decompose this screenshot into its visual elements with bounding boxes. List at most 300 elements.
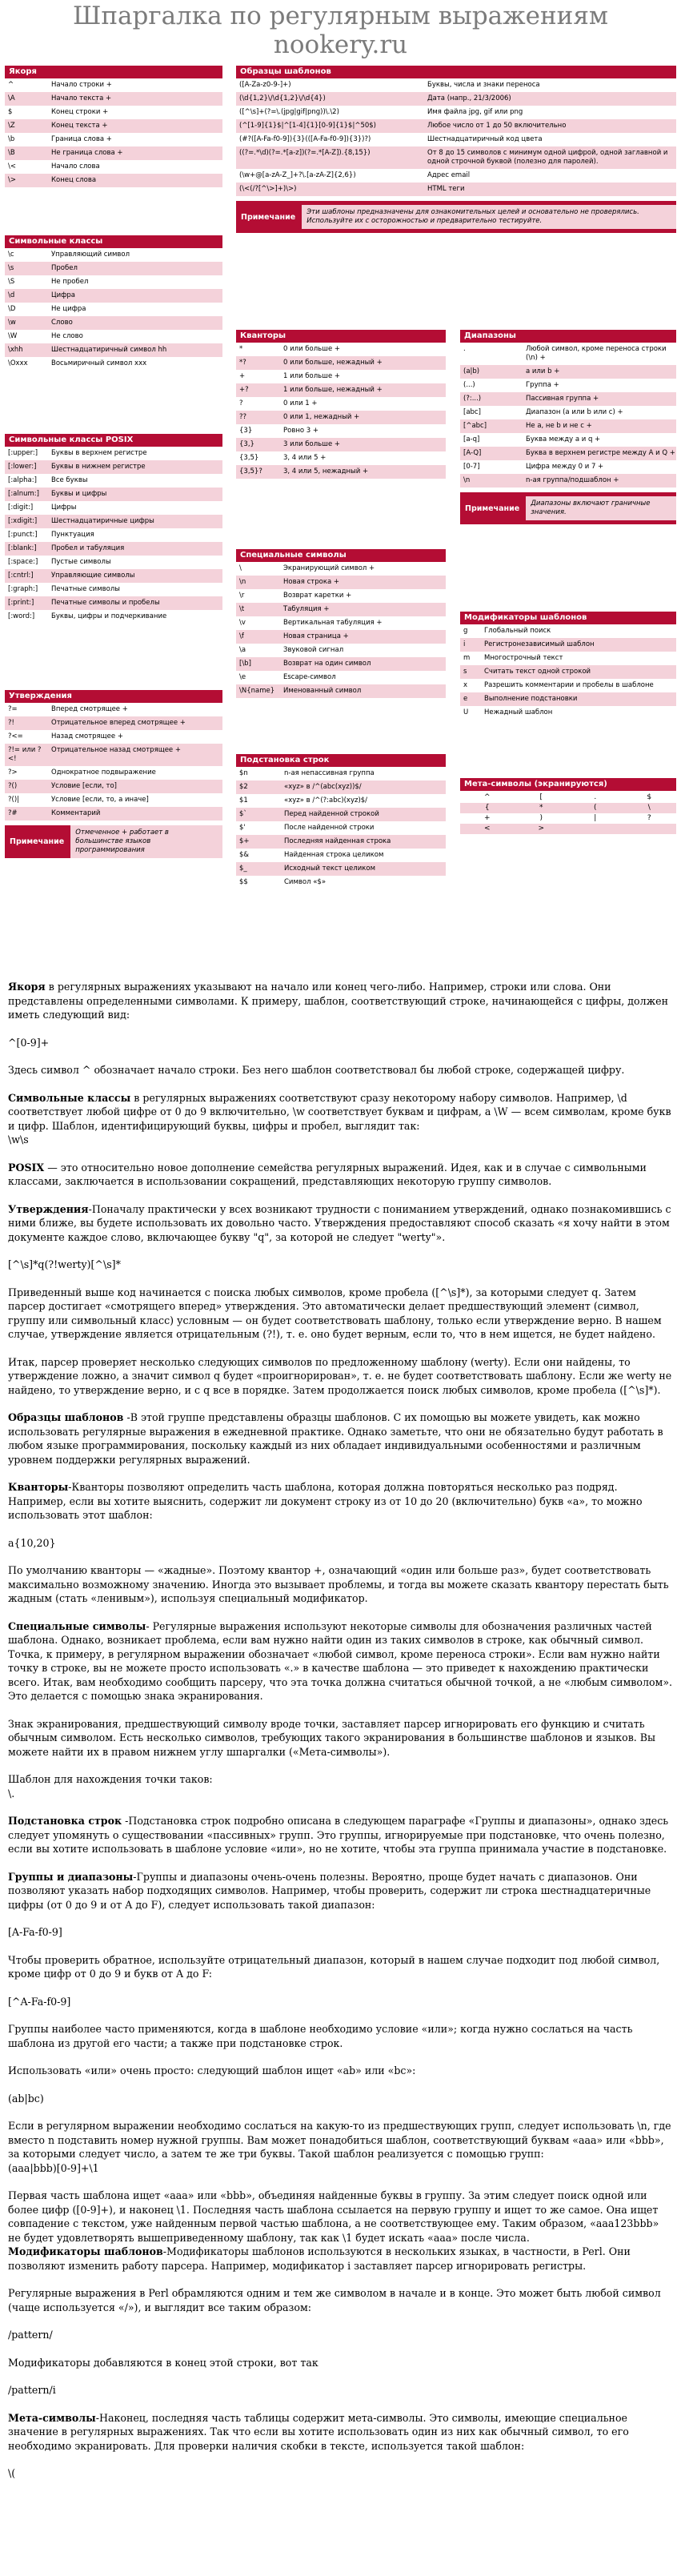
substitutions-row (236, 794, 446, 808)
classes-heading: Символьные классы (5, 235, 222, 248)
classes-row (5, 262, 222, 275)
patterns-description: HTML теги (427, 185, 465, 193)
cheat-sheet (0, 66, 681, 969)
note-text: Отмеченное + работает в большинстве языков программирования (70, 825, 222, 858)
page-title: Шпаргалка по регулярным выражениям (72, 2, 609, 30)
special-symbol: \ (239, 564, 242, 572)
substitutions-row (236, 876, 446, 889)
article-paragraph: Модификаторы добавляются в конец этой строки, вот так (8, 2356, 318, 2369)
term: Символьные классы (8, 1091, 131, 1104)
modifiers-description: Разрешить комментарии и пробелы в шаблоне (484, 681, 654, 689)
substitutions-symbol: $& (239, 851, 250, 859)
classes-symbol: \D (8, 305, 16, 313)
classes-description: Пробел (51, 264, 78, 272)
substitutions-description: Исходный текст целиком (284, 865, 375, 873)
posix-symbol: [:upper:] (8, 449, 38, 457)
posix-symbol: [:blank:] (8, 544, 37, 552)
quantifiers-description: 3, 4 или 5 + (283, 454, 326, 462)
assertions-description: Отрицательное назад смотрящее + (51, 746, 181, 754)
ranges-row (460, 447, 676, 460)
anchors-description: Конец текста + (51, 122, 108, 130)
ranges-description: a или b + (526, 367, 560, 375)
substitutions-row (236, 767, 446, 780)
special-symbol: \a (239, 646, 246, 654)
meta-char: + (483, 814, 491, 822)
posix-description: Шестнадцатиричные цифры (51, 517, 154, 525)
substitutions-description: «xyz» в /^(?:abc)(xyz)$/ (284, 796, 368, 804)
special-heading: Специальные символы (236, 549, 446, 562)
special-symbol: \n (239, 578, 246, 586)
note-text: Эти шаблоны предназначены для ознакомительных целей и основательно не проверялись. Используйте их с осторожностью и предварительно тестируйте. (302, 205, 676, 229)
article-paragraph: Модификаторы шаблонов-Модификаторы шаблонов используются в нескольких языках, в частности, в Perl. Они позволяют изменить работу парсера. Например, модификатор i заставляет парсер игнорировать регистры. (8, 2245, 631, 2272)
meta-char: { (460, 803, 515, 813)
ranges-description: n-ая группа/подшаблон + (526, 476, 619, 484)
anchors-description: Конец строки + (51, 108, 109, 116)
classes-row (5, 275, 222, 289)
quantifiers-row (236, 343, 446, 356)
modifiers-symbol: x (463, 681, 468, 689)
modifiers-symbol: e (463, 695, 468, 703)
meta-char: ( (568, 803, 623, 813)
posix-description: Буквы, цифры и подчеркивание (51, 612, 167, 620)
meta-char: < (460, 824, 515, 834)
quantifiers-description: 1 или больше + (283, 372, 341, 380)
ranges-description: Пассивная группа + (526, 395, 599, 403)
posix-symbol: [:word:] (8, 612, 35, 620)
ranges-row (460, 474, 676, 488)
special-symbol: \t (239, 605, 245, 613)
classes-description: Шестнадцатиричный символ hh (51, 346, 167, 354)
substitutions-symbol: $n (239, 769, 248, 777)
meta-char: ) (539, 814, 543, 822)
posix-row (5, 569, 222, 583)
code-example: ^[0-9]+ (8, 1036, 50, 1049)
patterns-symbol: (\d{1,2}\/\d{1,2}\/\d{4}) (239, 94, 326, 102)
patterns-symbol: ((?=.*\d)(?=.*[a-z])(?=.*[A-Z]).{8,15}) (239, 149, 371, 157)
quantifiers-row (236, 370, 446, 383)
quantifiers-symbol: *? (239, 359, 246, 367)
quantifiers-symbol: {3,} (239, 440, 254, 448)
special-row (236, 671, 446, 684)
patterns-symbol: (#?([A-Fa-f0-9]){3}(([A-Fa-f0-9]){3})?) (239, 135, 371, 143)
article-paragraph: Знак экранирования, предшествующий символу вроде точки, заставляет парсер игнорировать его функцию и считать обычным символом. Есть несколько символов, требующих такого экранирования в большинстве шаблонов и языков. Вы можете найти их в правом нижнем углу шпаргалки («Мета-символы»). (8, 1717, 656, 1758)
ranges-row (460, 406, 676, 419)
meta-char: > (515, 824, 569, 834)
special-description: Табуляция + (283, 605, 330, 613)
quantifiers-row (236, 424, 446, 438)
substitutions-symbol: $' (239, 824, 246, 832)
assertions-box (5, 690, 222, 858)
article-paragraph: Первая часть шаблона ищет «aaa» или «bbb», объединяя найденные буквы в группу. За этим следует поиск одной или более цифр ([0-9]+), и наконец \1. Последняя часть шаблона ссылается на первую группу и ищет то же самое. Она ищет совпадение с текстом, уже найденным первой частью шаблона, а не соответствующее ему. Таким образом, «aaa123bbb» не будет удовлетворять вышеприведенному шаблону, так как \1 будет искать «aaa» после числа. (8, 2189, 659, 2244)
note-label: Примечание (10, 837, 65, 846)
assertions-description: Условие [если, то] (51, 782, 117, 790)
anchors-list (5, 78, 222, 187)
classes-symbol: \c (8, 251, 14, 259)
ranges-description: Любой символ, кроме переноса строки (\n) + (526, 345, 667, 362)
code-example: \w\s (8, 1134, 29, 1146)
ranges-row (460, 433, 676, 447)
quantifiers-symbol: + (239, 372, 246, 380)
patterns-row (236, 183, 676, 196)
posix-symbol: [:digit:] (8, 504, 34, 512)
anchors-box (5, 66, 222, 187)
substitutions-description: n-ая непассивная группа (284, 769, 375, 777)
code-example: (aaa|bbb)[0-9]+\1 (8, 2161, 99, 2174)
classes-list (5, 248, 222, 371)
posix-description: Буквы в верхнем регистре (51, 449, 147, 457)
posix-description: Буквы в нижнем регистре (51, 463, 146, 471)
patterns-row (236, 92, 676, 106)
patterns-description: От 8 до 15 символов с минимум одной цифрой, одной заглавной и одной строчной буквой (полезно для паролей). (427, 149, 668, 166)
anchors-row (5, 146, 222, 160)
patterns-box (236, 66, 676, 233)
ranges-row (460, 379, 676, 392)
modifiers-symbol: s (463, 668, 467, 676)
posix-description: Управляющие символы (51, 572, 135, 580)
special-description: Звуковой сигнал (283, 646, 344, 654)
patterns-note (236, 201, 676, 233)
ranges-row (460, 419, 676, 433)
modifiers-heading: Модификаторы шаблонов (460, 612, 676, 624)
code-example: [^A-Fa-f0-9] (8, 1995, 71, 2008)
assertions-description: Назад смотрящее + (51, 732, 123, 740)
anchors-description: Начало слова (51, 163, 100, 171)
posix-symbol: [:alpha:] (8, 476, 37, 484)
page-header (0, 0, 681, 66)
modifiers-row (460, 679, 676, 692)
posix-symbol: [:cntrl:] (8, 572, 34, 580)
note-label: Примечание (465, 504, 520, 513)
special-description: Возврат на один символ (283, 660, 371, 668)
quantifiers-symbol: {3} (239, 427, 253, 435)
ranges-row (460, 343, 676, 365)
quantifiers-description: 0 или больше, нежадный + (283, 359, 383, 367)
anchors-symbol: ^ (8, 81, 14, 89)
substitutions-symbol: $_ (239, 865, 247, 873)
substitutions-description: Последняя найденная строка (284, 837, 391, 845)
posix-description: Пробел и табуляция (51, 544, 125, 552)
posix-description: Буквы и цифры (51, 490, 107, 498)
classes-description: Цифра (51, 291, 75, 299)
ranges-box (460, 330, 676, 524)
meta-char: $ (647, 793, 652, 801)
meta-char (623, 824, 677, 834)
assertions-heading: Утверждения (5, 690, 222, 703)
meta-char: | (594, 814, 597, 822)
special-list (236, 562, 446, 698)
article-paragraph: Образцы шаблонов -В этой группе представлены образцы шаблонов. С их помощью вы можете увидеть, как можно использовать регулярные выражения в ежедневной практике. Однако заметьте, что они не обязательно будут работать в любом языке программирования, поскольку каждый из них обладает индивидуальными особенностями и различным уровнем поддержки регулярных выражений. (8, 1411, 663, 1466)
modifiers-symbol: U (463, 708, 469, 716)
term: Образцы шаблонов (8, 1411, 124, 1423)
ranges-description: Группа + (526, 381, 559, 389)
assertions-description: Однократное подвыражение (51, 768, 156, 776)
posix-row (5, 596, 222, 610)
anchors-symbol: \< (8, 163, 16, 171)
quantifiers-description: 3, 4 или 5, нежадный + (283, 467, 369, 475)
posix-symbol: [:lower:] (8, 463, 37, 471)
posix-description: Печатные символы (51, 585, 120, 593)
substitutions-symbol: $2 (239, 783, 248, 791)
anchors-row (5, 92, 222, 106)
posix-symbol: [:punct:] (8, 531, 38, 539)
meta-char: . (594, 793, 597, 801)
posix-row (5, 515, 222, 528)
modifiers-description: Регистронезависимый шаблон (484, 640, 595, 648)
modifiers-list (460, 624, 676, 720)
special-row (236, 644, 446, 657)
article-paragraph: Кванторы-Кванторы позволяют определить часть шаблона, которая должна повторяться несколько раз подряд. Например, если вы хотите выяснить, содержит ли документ строку из от 10 до 20 (включительно) букв «a», то можно использовать этот шаблон: (8, 1481, 643, 1521)
anchors-row (5, 133, 222, 146)
posix-row (5, 610, 222, 624)
posix-box (5, 434, 222, 624)
anchors-symbol: \A (8, 94, 15, 102)
posix-description: Печатные символы и пробелы (51, 599, 160, 607)
patterns-list (236, 78, 676, 196)
term: Якоря (8, 981, 46, 993)
ranges-symbol: (...) (463, 381, 475, 389)
article-paragraph: Здесь символ ^ обозначает начало строки. Без него шаблон соответствовал бы любой строке, содержащей цифру. (8, 1064, 625, 1076)
patterns-symbol: (\w+@[a-zA-Z_]+?\.[a-zA-Z]{2,6}) (239, 171, 356, 179)
classes-symbol: \Oxxx (8, 359, 28, 367)
ranges-symbol: \n (463, 476, 471, 484)
posix-description: Цифры (51, 504, 77, 512)
ranges-row (460, 365, 676, 379)
article-paragraph: Якоря в регулярных выражениях указывают на начало или конец чего-либо. Например, строки или слова. Они представлены определенными символами. К примеру, шаблон, соответствующий строке, начинающейся с цифры, должен иметь следующий вид: (8, 981, 669, 1021)
classes-row (5, 343, 222, 357)
quantifiers-description: 3 или больше + (283, 440, 341, 448)
special-description: Escape-символ (283, 673, 336, 681)
substitutions-description: «xyz» в /^(abc(xyz))$/ (284, 783, 362, 791)
meta-char: ? (647, 814, 651, 822)
patterns-row (236, 146, 676, 169)
substitutions-list (236, 767, 446, 889)
posix-symbol: [:print:] (8, 599, 34, 607)
modifiers-row (460, 692, 676, 706)
assertions-row (5, 766, 222, 780)
quantifiers-symbol: {3,5} (239, 454, 259, 462)
assertions-list (5, 703, 222, 821)
assertions-row (5, 744, 222, 766)
posix-symbol: [:space:] (8, 558, 38, 566)
patterns-symbol: ([A-Za-z0-9-]+) (239, 81, 291, 89)
posix-row (5, 528, 222, 542)
anchors-symbol: \B (8, 149, 15, 157)
substitutions-row (236, 780, 446, 794)
modifiers-box (460, 612, 676, 720)
term: Кванторы (8, 1481, 69, 1493)
assertions-description: Вперед смотрящее + (51, 705, 128, 713)
ranges-description: Не a, не b и не c + (526, 422, 592, 430)
anchors-symbol: \> (8, 176, 16, 184)
assertions-symbol: ?() (8, 782, 18, 790)
article (0, 969, 681, 2518)
substitutions-description: Перед найденной строкой (284, 810, 379, 818)
assertions-symbol: ?> (8, 768, 18, 776)
special-symbol: \f (239, 632, 244, 640)
posix-symbol: [:graph:] (8, 585, 38, 593)
modifiers-description: Глобальный поиск (484, 627, 551, 635)
special-row (236, 657, 446, 671)
quantifiers-symbol: {3,5}? (239, 467, 262, 475)
classes-row (5, 248, 222, 262)
classes-symbol: \W (8, 332, 18, 340)
ranges-symbol: . (463, 345, 466, 353)
classes-symbol: \s (8, 264, 14, 272)
modifiers-row (460, 652, 676, 665)
special-description: Именованный символ (283, 687, 362, 695)
assertions-row (5, 703, 222, 716)
special-symbol: \r (239, 592, 245, 600)
meta-char: * (515, 803, 569, 813)
posix-row (5, 542, 222, 556)
code-example: (ab|bc) (8, 2092, 44, 2105)
special-description: Новая строка + (283, 578, 340, 586)
assertions-note (5, 825, 222, 858)
article-paragraph: Группы и диапазоны-Группы и диапазоны очень-очень полезны. Вероятно, проще будет начать с диапазонов. Они позволяют указать набор подходящих символов. Например, чтобы проверить, содержит ли строка шестнадцатеричные цифры (от 0 до 9 и от A до F), следует использовать такой диапазон: (8, 1870, 651, 1911)
article-paragraph: Утверждения-Поначалу практически у всех возникают трудности с пониманием утверждений, однако познакомившись с ними ближе, вы будете использовать их довольно часто. Утверждения предоставляют способ сказать «я хочу найти в этом документе каждое слово, включающее букву "q", за которой не следует "werty"». (8, 1202, 671, 1243)
patterns-description: Буквы, числа и знаки переноса (427, 81, 540, 89)
term: Модификаторы шаблонов (8, 2245, 163, 2257)
classes-description: Не слово (51, 332, 83, 340)
anchors-row (5, 106, 222, 119)
classes-symbol: \S (8, 278, 15, 286)
modifiers-row (460, 706, 676, 720)
assertions-row (5, 716, 222, 730)
substitutions-row (236, 862, 446, 876)
anchors-description: Начало строки + (51, 81, 112, 89)
anchors-description: Начало текста + (51, 94, 112, 102)
assertions-row (5, 780, 222, 793)
patterns-row (236, 106, 676, 119)
classes-description: Слово (51, 319, 73, 327)
posix-symbol: [:alnum:] (8, 490, 39, 498)
meta-char: ^ (483, 793, 491, 801)
modifiers-symbol: i (463, 640, 466, 648)
special-symbol: \N{name} (239, 687, 275, 695)
quantifiers-symbol: * (239, 345, 243, 353)
code-example: a{10,20} (8, 1536, 56, 1549)
posix-row (5, 460, 222, 474)
quantifiers-description: 0 или 1 + (283, 399, 318, 407)
substitutions-symbol: $+ (239, 837, 250, 845)
classes-description: Не цифра (51, 305, 86, 313)
special-description: Новая страница + (283, 632, 349, 640)
special-row (236, 562, 446, 576)
ranges-symbol: [^abc] (463, 422, 487, 430)
modifiers-description: Считать текст одной строкой (484, 668, 591, 676)
meta-char (568, 824, 623, 834)
posix-row (5, 583, 222, 596)
classes-symbol: \w (8, 319, 16, 327)
ranges-note (460, 492, 676, 524)
posix-row (5, 556, 222, 569)
article-paragraph: По умолчанию кванторы — «жадные». Поэтому квантор +, означающий «один или больше раз», будет соответствовать максимально возможному значению. Иногда это вызывает проблемы, и тогда вы можете сказать квантору перестать быть жадным (стать «ленивым»), используя специальный модификатор. (8, 1564, 669, 1604)
ranges-symbol: [abc] (463, 408, 481, 416)
article-paragraph: Шаблон для нахождения точки таков: (8, 1773, 213, 1785)
modifiers-row (460, 665, 676, 679)
anchors-symbol: $ (8, 108, 13, 116)
anchors-row (5, 160, 222, 174)
quantifiers-row (236, 383, 446, 397)
special-row (236, 630, 446, 644)
substitutions-symbol: $` (239, 810, 247, 818)
classes-description: Управляющий символ (51, 251, 130, 259)
quantifiers-description: 1 или больше, нежадный + (283, 386, 383, 394)
patterns-symbol: (\<(/?[^\>]+)\>) (239, 185, 297, 193)
article-paragraph: Символьные классы в регулярных выражениях соответствуют сразу некоторому набору символов. Например, \d соответствует любой цифре от 0 до 9 включительно, \w соответствует буквам и цифрам, а \W — всем символам, кроме букв и цифр. Шаблон, идентифицирующий буквы, цифры и пробел, выглядит так: (8, 1091, 671, 1132)
term: Утверждения (8, 1202, 89, 1215)
article-paragraph: Приведенный выше код начинается с поиска любых символов, кроме пробела ([^\s]*), за которыми следует q. Затем парсер достигает «смотрящего вперед» утверждения. Это автоматически делает предшествующий элемент (символ, группу или символьный класс) условным — он будет соответствовать шаблону, только если утверждение верно. В нашем случае, утверждение является отрицательным (?!), т. е. оно будет верным, если то, что в нем ищется, не будет найдено. (8, 1286, 662, 1340)
quantifiers-description: 0 или 1, нежадный + (283, 413, 360, 421)
quantifiers-symbol: ? (239, 399, 243, 407)
modifiers-row (460, 638, 676, 652)
posix-list (5, 447, 222, 624)
classes-row (5, 330, 222, 343)
assertions-row (5, 793, 222, 807)
quantifiers-row (236, 465, 446, 479)
meta-char: \ (623, 803, 677, 813)
article-paragraph: POSIX — это относительно новое дополнение семейства регулярных выражений. Идея, как и в случае с символьными классами, заключается в использовании сокращений, представляющих некоторую группу символов. (8, 1161, 647, 1187)
modifiers-row (460, 624, 676, 638)
quantifiers-description: 0 или больше + (283, 345, 341, 353)
modifiers-description: Многострочный текст (484, 654, 563, 662)
patterns-description: Дата (напр., 21/3/2006) (427, 94, 511, 102)
term: Подстановка строк (8, 1815, 122, 1827)
article-paragraph: Подстановка строк -Подстановка строк подробно описана в следующем параграфе «Группы и диапазоны», однако здесь следует упомянуть о существовании «пассивных» групп. Это группы, игнорируемые при подстановке, что очень полезно, если вы хотите использовать в шаблоне условие «или», но не хотите, чтобы эта группа принимала участие в подстановке. (8, 1815, 669, 1855)
quantifiers-row (236, 411, 446, 424)
classes-row (5, 289, 222, 303)
code-example: \. (8, 1787, 15, 1800)
quantifiers-box (236, 330, 446, 479)
special-row (236, 576, 446, 589)
assertions-symbol: ?()| (8, 796, 20, 804)
anchors-description: Не граница слова + (51, 149, 123, 157)
patterns-description: Адрес email (427, 171, 471, 179)
assertions-description: Комментарий (51, 809, 101, 817)
term: Специальные символы (8, 1619, 146, 1632)
code-example: [A-Fa-f0-9] (8, 1926, 62, 1938)
special-row (236, 616, 446, 630)
special-row (236, 603, 446, 616)
substitutions-row (236, 808, 446, 821)
article-paragraph: Итак, парсер проверяет несколько следующих символов по предложенному шаблону (werty). Если они найдены, то утверждение ложно, а значит символ q будет «проигнорирован», т. е. не будет соответствовать шаблону. Если же werty не найдено, то утверждение верно, и с q все в порядке. Затем продолжается поиск любых символов, кроме пробела ([^\s]*). (8, 1355, 672, 1396)
term: POSIX (8, 1161, 45, 1174)
anchors-symbol: \Z (8, 122, 15, 130)
assertions-symbol: ?!= или ?<! (8, 746, 42, 763)
code-example: [^\s]*q(?!werty)[^\s]* (8, 1258, 121, 1270)
special-symbol: [\b] (239, 660, 251, 668)
ranges-symbol: (a|b) (463, 367, 480, 375)
substitutions-row (236, 849, 446, 862)
substitutions-description: Символ «$» (284, 878, 326, 886)
quantifiers-description: Ровно 3 + (283, 427, 319, 435)
ranges-row (460, 392, 676, 406)
article-paragraph: Регулярные выражения в Perl обрамляются одним и тем же символом в начале и в конце. Это может быть любой символ (чаще используется «/»), и выглядит все таким образом: (8, 2287, 661, 2313)
patterns-symbol: (^[1-9]{1}$|^[1-4]{1}[0-9]{1}$|^50$) (239, 122, 376, 130)
classes-description: Восьмиричный символ xxx (51, 359, 147, 367)
patterns-description: Имя файла jpg, gif или png (427, 108, 523, 116)
posix-description: Пунктуация (51, 531, 94, 539)
substitutions-symbol: $1 (239, 796, 248, 804)
classes-symbol: \d (8, 291, 15, 299)
special-box (236, 549, 446, 698)
code-example: /pattern/ (8, 2329, 53, 2341)
anchors-row (5, 119, 222, 133)
ranges-symbol: [a-q] (463, 435, 480, 443)
article-paragraph: Если в регулярном выражении необходимо сослаться на какую-то из предшествующих групп, следует использовать \n, где вместо n подставить номер нужной группы. Вам может понадобиться шаблон, соответствующий буквам «aaa» или «bbb», за которыми следует число, а затем те же три буквы. Такой шаблон реализуется с помощью групп: (8, 2120, 671, 2160)
patterns-description: Любое число от 1 до 50 включительно (427, 122, 567, 130)
ranges-symbol: (?:...) (463, 395, 482, 403)
